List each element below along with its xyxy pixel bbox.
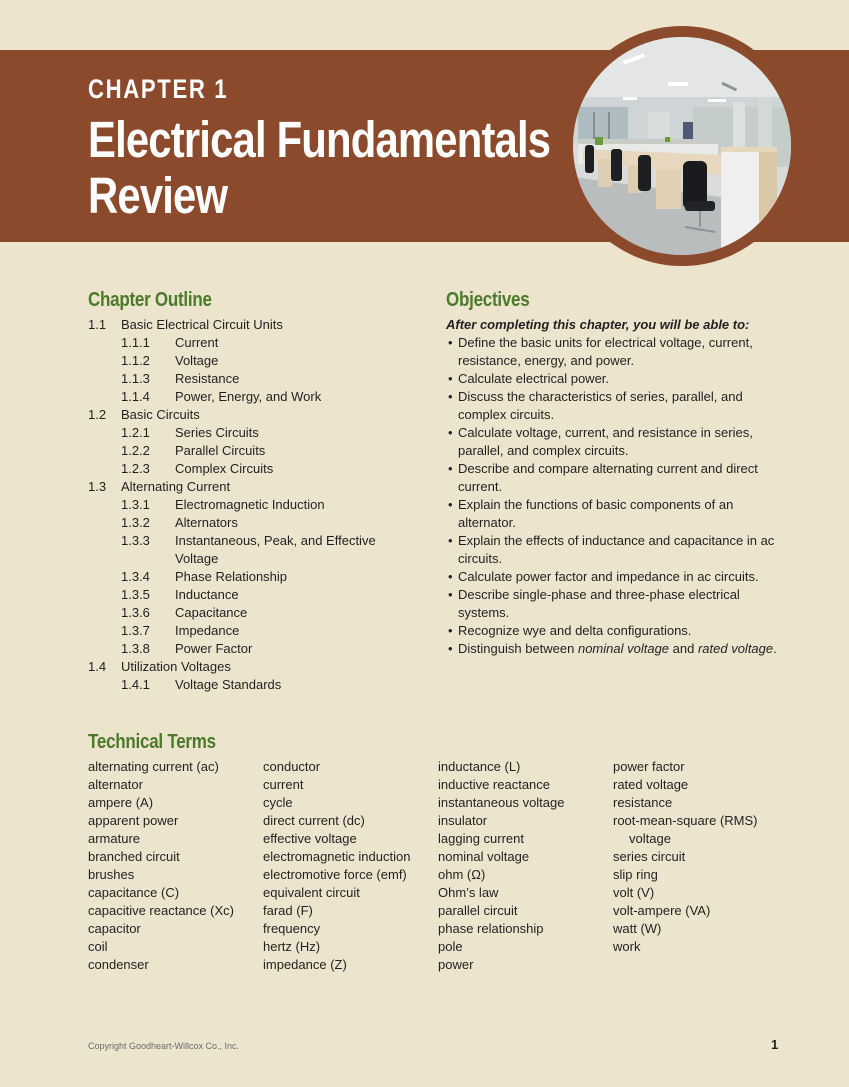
objective-item: [446, 640, 786, 658]
outline-item: [88, 406, 428, 424]
term: brushes: [88, 867, 135, 882]
term: frequency: [263, 921, 321, 936]
outline-item: [88, 604, 428, 622]
bullet-icon: •: [448, 569, 453, 584]
outline-label: Series Circuits: [175, 425, 259, 440]
outline-label: Parallel Circuits: [175, 443, 266, 458]
outline-item: [88, 460, 428, 478]
outline-number: 1.1: [88, 317, 107, 332]
term: power factor: [613, 759, 685, 774]
outline-number: 1.3.7: [121, 623, 150, 638]
term: capacitive reactance (Xc): [88, 903, 234, 918]
term: resistance: [613, 795, 673, 810]
objective-text: Calculate electrical power.: [458, 371, 610, 386]
term: parallel circuit: [438, 903, 518, 918]
terms-column-2: [263, 758, 438, 974]
terms-column-4: [613, 758, 788, 956]
outline-item: [88, 532, 428, 550]
term-continuation: voltage: [629, 831, 671, 846]
objectives-heading: Objectives: [446, 289, 530, 311]
term: volt-ampere (VA): [613, 903, 711, 918]
objective-item: [446, 532, 786, 568]
outline-item: [88, 334, 428, 352]
term: slip ring: [613, 867, 658, 882]
outline-number: 1.2.2: [121, 443, 150, 458]
outline-label: Voltage: [175, 353, 219, 368]
term: cycle: [263, 795, 293, 810]
objective-item: [446, 424, 786, 460]
bullet-icon: •: [448, 389, 453, 404]
outline-number: 1.2.1: [121, 425, 150, 440]
term: instantaneous voltage: [438, 795, 565, 810]
objective-text: Define the basic units for electrical voltage, current, resistance, energy, and power.: [458, 335, 753, 368]
term: phase relationship: [438, 921, 544, 936]
objectives-intro: After completing this chapter, you will be able to:: [446, 317, 750, 332]
objective-text: Explain the functions of basic components of an alternator.: [458, 497, 734, 530]
objective-item: [446, 496, 786, 532]
objective-text: Calculate power factor and impedance in ac circuits.: [458, 569, 759, 584]
chapter-title: [88, 112, 596, 224]
term: power: [438, 957, 474, 972]
outline-label: Resistance: [175, 371, 240, 386]
objective-item: [446, 388, 786, 424]
term: capacitance (C): [88, 885, 180, 900]
outline-item: [88, 658, 428, 676]
outline-number: 1.3.8: [121, 641, 150, 656]
term: watt (W): [613, 921, 662, 936]
objective-text: Recognize wye and delta configurations.: [458, 623, 692, 638]
term: equivalent circuit: [263, 885, 360, 900]
outline-label: Alternators: [175, 515, 238, 530]
outline-label: Alternating Current: [121, 479, 231, 494]
outline-item: [88, 370, 428, 388]
outline-item: [88, 352, 428, 370]
bullet-icon: •: [448, 335, 453, 350]
term: impedance (Z): [263, 957, 347, 972]
term: nominal voltage: [438, 849, 530, 864]
objective-text: .: [773, 641, 777, 656]
term: condenser: [88, 957, 149, 972]
outline-number: 1.1.3: [121, 371, 150, 386]
outline-label: Current: [175, 335, 219, 350]
outline-number: 1.1.1: [121, 335, 150, 350]
term: electromagnetic induction: [263, 849, 411, 864]
term: volt (V): [613, 885, 655, 900]
outline-number: 1.1.2: [121, 353, 150, 368]
copyright-notice: Copyright Goodheart-Willcox Co., Inc.: [88, 1041, 240, 1051]
term: armature: [88, 831, 141, 846]
term: work: [613, 939, 641, 954]
outline-number: 1.3.4: [121, 569, 150, 584]
chapter-title-line-2: Review: [88, 167, 228, 224]
outline-number: 1.2: [88, 407, 107, 422]
outline-label: Utilization Voltages: [121, 659, 231, 674]
objective-text: Explain the effects of inductance and capacitance in ac circuits.: [458, 533, 775, 566]
objective-emphasis: nominal voltage: [577, 641, 670, 656]
bullet-icon: •: [448, 461, 453, 476]
outline-number: 1.3.5: [121, 587, 150, 602]
objective-text: Describe single-phase and three-phase electrical systems.: [458, 587, 740, 620]
outline-number: 1.2.3: [121, 461, 150, 476]
term: farad (F): [263, 903, 313, 918]
objective-text: Distinguish between: [458, 641, 578, 656]
term: current: [263, 777, 304, 792]
outline-item: [88, 622, 428, 640]
outline-label: Basic Circuits: [121, 407, 200, 422]
office-workspace-photo: [573, 37, 791, 255]
bullet-icon: •: [448, 425, 453, 440]
bullet-icon: •: [448, 533, 453, 548]
bullet-icon: •: [448, 497, 453, 512]
chapter-outline: [88, 316, 428, 694]
outline-label: Basic Electrical Circuit Units: [121, 317, 283, 332]
outline-label: Electromagnetic Induction: [175, 497, 325, 512]
outline-item: [88, 568, 428, 586]
outline-number: 1.4: [88, 659, 107, 674]
outline-item-continuation: [88, 550, 428, 568]
technical-terms-heading: Technical Terms: [88, 731, 216, 753]
bullet-icon: •: [448, 623, 453, 638]
term: inductance (L): [438, 759, 521, 774]
outline-label: Power, Energy, and Work: [175, 389, 322, 404]
objective-item: [446, 622, 786, 640]
objective-text: Discuss the characteristics of series, parallel, and complex circuits.: [458, 389, 743, 422]
term: coil: [88, 939, 108, 954]
term: root-mean-square (RMS): [613, 813, 758, 828]
term: Ohm’s law: [438, 885, 499, 900]
outline-number: 1.3: [88, 479, 107, 494]
objective-text: and: [669, 641, 698, 656]
objective-text: Describe and compare alternating current and direct current.: [458, 461, 758, 494]
outline-label: Capacitance: [175, 605, 248, 620]
term: capacitor: [88, 921, 141, 936]
term: inductive reactance: [438, 777, 551, 792]
outline-item: [88, 496, 428, 514]
outline-item: [88, 424, 428, 442]
objective-item: [446, 586, 786, 622]
term: ampere (A): [88, 795, 154, 810]
outline-label: Impedance: [175, 623, 240, 638]
bullet-icon: •: [448, 371, 453, 386]
term: effective voltage: [263, 831, 357, 846]
objective-text: Calculate voltage, current, and resistance in series, parallel, and complex circuits.: [458, 425, 753, 458]
outline-label: Inductance: [175, 587, 239, 602]
objective-item: [446, 460, 786, 496]
term: hertz (Hz): [263, 939, 321, 954]
term: rated voltage: [613, 777, 689, 792]
term: pole: [438, 939, 463, 954]
terms-column-3: [438, 758, 613, 974]
outline-number: 1.3.6: [121, 605, 150, 620]
outline-item: [88, 478, 428, 496]
outline-label: Instantaneous, Peak, and Effective: [175, 533, 376, 548]
term: alternator: [88, 777, 143, 792]
term: apparent power: [88, 813, 179, 828]
outline-label: Voltage Standards: [175, 677, 282, 692]
term: alternating current (ac): [88, 759, 219, 774]
chapter-title-line-1: Electrical Fundamentals: [88, 111, 551, 168]
outline-label: Phase Relationship: [175, 569, 288, 584]
page-number: 1: [771, 1037, 779, 1052]
outline-item: [88, 640, 428, 658]
outline-item: [88, 316, 428, 334]
objectives-list: [446, 316, 786, 658]
outline-item: [88, 514, 428, 532]
outline-number: 1.3.1: [121, 497, 150, 512]
objective-item: [446, 334, 786, 370]
bullet-icon: •: [448, 641, 453, 656]
term: electromotive force (emf): [263, 867, 407, 882]
outline-number: 1.1.4: [121, 389, 150, 404]
outline-item: [88, 586, 428, 604]
term: lagging current: [438, 831, 524, 846]
term: direct current (dc): [263, 813, 365, 828]
outline-label: Power Factor: [175, 641, 253, 656]
term: branched circuit: [88, 849, 180, 864]
outline-number: 1.4.1: [121, 677, 150, 692]
objective-item: [446, 370, 786, 388]
outline-item: [88, 388, 428, 406]
term: conductor: [263, 759, 321, 774]
outline-number: 1.3.3: [121, 533, 150, 548]
chapter-outline-heading: Chapter Outline: [88, 289, 212, 311]
objective-emphasis: rated voltage: [697, 641, 774, 656]
objective-item: [446, 568, 786, 586]
outline-label: Complex Circuits: [175, 461, 274, 476]
term: series circuit: [613, 849, 686, 864]
term: ohm (Ω): [438, 867, 486, 882]
outline-item: [88, 676, 428, 694]
outline-number: 1.3.2: [121, 515, 150, 530]
outline-item: [88, 442, 428, 460]
bullet-icon: •: [448, 587, 453, 602]
outline-label: Voltage: [175, 551, 219, 566]
chapter-label: CHAPTER 1: [88, 74, 229, 104]
term: insulator: [438, 813, 488, 828]
terms-column-1: [88, 758, 263, 974]
